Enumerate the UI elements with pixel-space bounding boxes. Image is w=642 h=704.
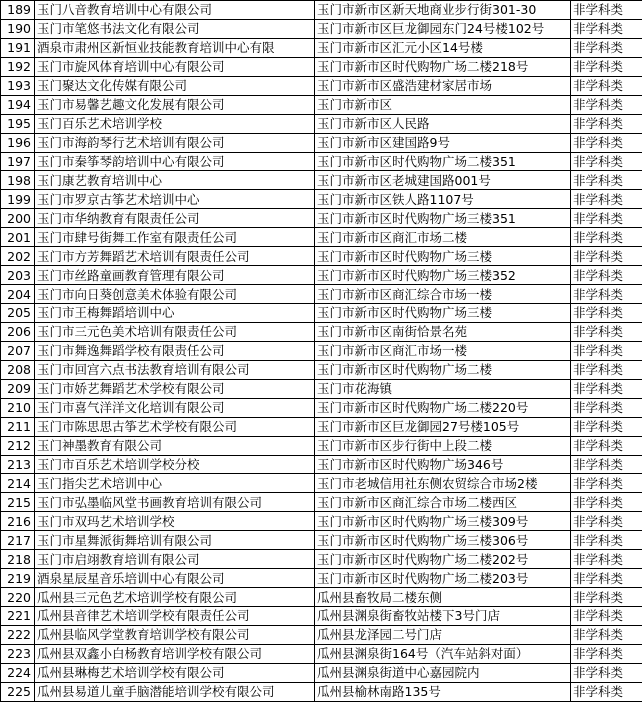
category-cell: 非学科类 xyxy=(571,190,642,209)
row-number-cell: 215 xyxy=(1,493,35,512)
table-row xyxy=(1,133,642,152)
address-cell: 玉门市新市区南街恰景名苑 xyxy=(315,322,571,341)
category-cell: 非学科类 xyxy=(571,76,642,95)
row-number-cell: 211 xyxy=(1,417,35,436)
row-number-cell: 195 xyxy=(1,114,35,133)
table-row xyxy=(1,228,642,247)
table-row xyxy=(1,607,642,626)
address-cell: 玉门市新市区盛浩建材家居市场 xyxy=(315,76,571,95)
row-number-cell: 201 xyxy=(1,228,35,247)
address-cell: 玉门市新市区时代购物广场三楼352 xyxy=(315,266,571,285)
row-number-cell: 202 xyxy=(1,247,35,266)
category-cell: 非学科类 xyxy=(571,38,642,57)
row-number-cell: 223 xyxy=(1,644,35,663)
row-number-cell: 194 xyxy=(1,95,35,114)
table-row xyxy=(1,266,642,285)
table-row xyxy=(1,569,642,588)
address-cell: 瓜州县渊泉街164号（汽车站斜对面） xyxy=(315,644,571,663)
table-row xyxy=(1,682,642,701)
institution-name-cell: 玉门市肆号街舞工作室有限责任公司 xyxy=(35,228,315,247)
institution-name-cell: 玉门百乐艺术培训学校 xyxy=(35,114,315,133)
institution-name-cell: 玉门市向日葵创意美术体验有限公司 xyxy=(35,285,315,304)
category-cell: 非学科类 xyxy=(571,360,642,379)
address-cell: 玉门市新市区铁人路1107号 xyxy=(315,190,571,209)
row-number-cell: 197 xyxy=(1,152,35,171)
institution-name-cell: 玉门市华纳教育有限责任公司 xyxy=(35,209,315,228)
row-number-cell: 217 xyxy=(1,531,35,550)
row-number-cell: 193 xyxy=(1,76,35,95)
institution-name-cell: 玉门市双玛艺术培训学校 xyxy=(35,512,315,531)
institution-name-cell: 玉门市方芳舞蹈艺术培训有限责任公司 xyxy=(35,247,315,266)
address-cell: 玉门市新市区汇元小区14号楼 xyxy=(315,38,571,57)
row-number-cell: 203 xyxy=(1,266,35,285)
table-row xyxy=(1,341,642,360)
address-cell: 玉门市老城信用社东侧农贸综合市场2楼 xyxy=(315,474,571,493)
address-cell: 玉门市新市区时代购物广场三楼306号 xyxy=(315,531,571,550)
institution-name-cell: 玉门神墨教育有限公司 xyxy=(35,436,315,455)
address-cell: 玉门市新市区 xyxy=(315,95,571,114)
address-cell: 玉门市新市区时代购物广场346号 xyxy=(315,455,571,474)
table-row xyxy=(1,38,642,57)
address-cell: 玉门市新市区新天地商业步行街301-30 xyxy=(315,1,571,20)
address-cell: 瓜州县龙泽园二号门店 xyxy=(315,625,571,644)
row-number-cell: 224 xyxy=(1,663,35,682)
address-cell: 玉门市新市区时代购物广场二楼220号 xyxy=(315,398,571,417)
address-cell: 瓜州县榆林南路135号 xyxy=(315,682,571,701)
category-cell: 非学科类 xyxy=(571,114,642,133)
institution-name-cell: 玉门市喜气洋洋文化培训有限公司 xyxy=(35,398,315,417)
row-number-cell: 222 xyxy=(1,625,35,644)
address-cell: 瓜州县渊泉街畜牧站楼下3号门店 xyxy=(315,607,571,626)
category-cell: 非学科类 xyxy=(571,682,642,701)
address-cell: 玉门市新市区步行街中上段二楼 xyxy=(315,436,571,455)
address-cell: 玉门市新市区人民路 xyxy=(315,114,571,133)
institution-name-cell: 玉门市易馨艺趣文化发展有限公司 xyxy=(35,95,315,114)
category-cell: 非学科类 xyxy=(571,247,642,266)
row-number-cell: 189 xyxy=(1,1,35,20)
institution-name-cell: 玉门市秦筝琴韵培训中心有限公司 xyxy=(35,152,315,171)
table-row xyxy=(1,322,642,341)
institution-name-cell: 玉门市三元色美术培训有限责任公司 xyxy=(35,322,315,341)
institution-name-cell: 酒泉市肃州区新恒业技能教育培训中心有限 xyxy=(35,38,315,57)
row-number-cell: 190 xyxy=(1,19,35,38)
category-cell: 非学科类 xyxy=(571,95,642,114)
table-row xyxy=(1,247,642,266)
institution-name-cell: 玉门市星舞派街舞培训有限公司 xyxy=(35,531,315,550)
row-number-cell: 196 xyxy=(1,133,35,152)
institution-name-cell: 酒泉星辰星音乐培训中心有限公司 xyxy=(35,569,315,588)
institution-name-cell: 玉门指尖艺术培训中心 xyxy=(35,474,315,493)
institution-name-cell: 瓜州县易道儿童手脑潜能培训学校有限公司 xyxy=(35,682,315,701)
table-row xyxy=(1,57,642,76)
institution-name-cell: 瓜州县琳梅艺术培训学校有限公司 xyxy=(35,663,315,682)
category-cell: 非学科类 xyxy=(571,304,642,323)
institution-name-cell: 玉门八音教育培训中心有限公司 xyxy=(35,1,315,20)
address-cell: 玉门市新市区时代购物广场二楼202号 xyxy=(315,550,571,569)
institution-name-cell: 玉门市启翊教育培训有限公司 xyxy=(35,550,315,569)
address-cell: 玉门市新市区时代购物广场三楼309号 xyxy=(315,512,571,531)
table-row xyxy=(1,474,642,493)
row-number-cell: 204 xyxy=(1,285,35,304)
table-row xyxy=(1,171,642,190)
address-cell: 玉门市花海镇 xyxy=(315,379,571,398)
row-number-cell: 220 xyxy=(1,588,35,607)
table-row xyxy=(1,436,642,455)
row-number-cell: 214 xyxy=(1,474,35,493)
table-row xyxy=(1,19,642,38)
table-row xyxy=(1,114,642,133)
institution-name-cell: 瓜州县三元色艺术培训学校有限公司 xyxy=(35,588,315,607)
category-cell: 非学科类 xyxy=(571,436,642,455)
table-row xyxy=(1,152,642,171)
table-row xyxy=(1,379,642,398)
row-number-cell: 198 xyxy=(1,171,35,190)
table-row xyxy=(1,304,642,323)
institution-name-cell: 玉门市海韵琴行艺术培训有限公司 xyxy=(35,133,315,152)
institution-name-cell: 瓜州县双鑫小白杨教育培训学校有限公司 xyxy=(35,644,315,663)
table-row xyxy=(1,550,642,569)
row-number-cell: 219 xyxy=(1,569,35,588)
institution-name-cell: 玉门市笔悠书法文化有限公司 xyxy=(35,19,315,38)
row-number-cell: 207 xyxy=(1,341,35,360)
address-cell: 玉门市新市区时代购物广场二楼218号 xyxy=(315,57,571,76)
row-number-cell: 205 xyxy=(1,304,35,323)
category-cell: 非学科类 xyxy=(571,644,642,663)
row-number-cell: 199 xyxy=(1,190,35,209)
category-cell: 非学科类 xyxy=(571,228,642,247)
address-cell: 玉门市新市区时代购物广场三楼 xyxy=(315,247,571,266)
institution-name-cell: 玉门市王梅舞蹈培训中心 xyxy=(35,304,315,323)
table-row xyxy=(1,76,642,95)
row-number-cell: 213 xyxy=(1,455,35,474)
institution-name-cell: 瓜州县音律艺术培训学校有限责任公司 xyxy=(35,607,315,626)
institution-name-cell: 玉门市百乐艺术培训学校分校 xyxy=(35,455,315,474)
table-row xyxy=(1,644,642,663)
category-cell: 非学科类 xyxy=(571,493,642,512)
institution-name-cell: 瓜州县临风学堂教育培训学校有限公司 xyxy=(35,625,315,644)
category-cell: 非学科类 xyxy=(571,152,642,171)
category-cell: 非学科类 xyxy=(571,322,642,341)
address-cell: 玉门市新市区时代购物广场三楼 xyxy=(315,304,571,323)
category-cell: 非学科类 xyxy=(571,512,642,531)
category-cell: 非学科类 xyxy=(571,398,642,417)
table-row xyxy=(1,512,642,531)
category-cell: 非学科类 xyxy=(571,209,642,228)
institution-name-cell: 玉门市陈思思古筝艺术学校有限公司 xyxy=(35,417,315,436)
institution-name-cell: 玉门市娇艺舞蹈艺术学校有限公司 xyxy=(35,379,315,398)
category-cell: 非学科类 xyxy=(571,57,642,76)
address-cell: 玉门市新市区时代购物广场二楼203号 xyxy=(315,569,571,588)
row-number-cell: 192 xyxy=(1,57,35,76)
category-cell: 非学科类 xyxy=(571,417,642,436)
institution-name-cell: 玉门康艺教育培训中心 xyxy=(35,171,315,190)
institution-name-cell: 玉门市舞逸舞蹈学校有限责任公司 xyxy=(35,341,315,360)
category-cell: 非学科类 xyxy=(571,171,642,190)
category-cell: 非学科类 xyxy=(571,379,642,398)
table-row xyxy=(1,190,642,209)
address-cell: 玉门市新市区巨龙御园27号楼105号 xyxy=(315,417,571,436)
category-cell: 非学科类 xyxy=(571,569,642,588)
table-row xyxy=(1,398,642,417)
category-cell: 非学科类 xyxy=(571,474,642,493)
table-row xyxy=(1,417,642,436)
row-number-cell: 216 xyxy=(1,512,35,531)
table-row xyxy=(1,285,642,304)
institution-name-cell: 玉门聚达文化传媒有限公司 xyxy=(35,76,315,95)
row-number-cell: 221 xyxy=(1,607,35,626)
row-number-cell: 210 xyxy=(1,398,35,417)
address-cell: 玉门市新市区老城建国路001号 xyxy=(315,171,571,190)
category-cell: 非学科类 xyxy=(571,341,642,360)
institution-name-cell: 玉门市旋风体育培训中心有限公司 xyxy=(35,57,315,76)
address-cell: 瓜州县畜牧局二楼东侧 xyxy=(315,588,571,607)
category-cell: 非学科类 xyxy=(571,266,642,285)
table-row xyxy=(1,1,642,20)
row-number-cell: 208 xyxy=(1,360,35,379)
category-cell: 非学科类 xyxy=(571,455,642,474)
category-cell: 非学科类 xyxy=(571,531,642,550)
category-cell: 非学科类 xyxy=(571,663,642,682)
address-cell: 玉门市新市区商汇市场二楼 xyxy=(315,228,571,247)
category-cell: 非学科类 xyxy=(571,625,642,644)
table-row xyxy=(1,455,642,474)
address-cell: 玉门市新市区时代购物广场三楼351 xyxy=(315,209,571,228)
address-cell: 玉门市新市区建国路9号 xyxy=(315,133,571,152)
address-cell: 玉门市新市区商汇综合市场二楼西区 xyxy=(315,493,571,512)
table-row xyxy=(1,95,642,114)
address-cell: 玉门市新市区巨龙御园东门24号楼102号 xyxy=(315,19,571,38)
category-cell: 非学科类 xyxy=(571,588,642,607)
table-row xyxy=(1,493,642,512)
category-cell: 非学科类 xyxy=(571,285,642,304)
table-row xyxy=(1,625,642,644)
row-number-cell: 200 xyxy=(1,209,35,228)
table-row xyxy=(1,360,642,379)
category-cell: 非学科类 xyxy=(571,19,642,38)
category-cell: 非学科类 xyxy=(571,1,642,20)
row-number-cell: 191 xyxy=(1,38,35,57)
category-cell: 非学科类 xyxy=(571,550,642,569)
category-cell: 非学科类 xyxy=(571,607,642,626)
address-cell: 瓜州县渊泉街道中心嘉园院内 xyxy=(315,663,571,682)
address-cell: 玉门市新市区商汇市场一楼 xyxy=(315,341,571,360)
institution-name-cell: 玉门市罗京古筝艺术培训中心 xyxy=(35,190,315,209)
address-cell: 玉门市新市区时代购物广场二楼 xyxy=(315,360,571,379)
row-number-cell: 225 xyxy=(1,682,35,701)
address-cell: 玉门市新市区时代购物广场二楼351 xyxy=(315,152,571,171)
institution-name-cell: 玉门市弘墨临风堂书画教育培训有限公司 xyxy=(35,493,315,512)
row-number-cell: 212 xyxy=(1,436,35,455)
institution-name-cell: 玉门市回宫六点书法教育培训有限公司 xyxy=(35,360,315,379)
institution-name-cell: 玉门市丝路童画教育管理有限公司 xyxy=(35,266,315,285)
row-number-cell: 206 xyxy=(1,322,35,341)
category-cell: 非学科类 xyxy=(571,133,642,152)
table-row xyxy=(1,209,642,228)
row-number-cell: 209 xyxy=(1,379,35,398)
table-row xyxy=(1,531,642,550)
table-row xyxy=(1,663,642,682)
table-body xyxy=(1,1,642,702)
table-row xyxy=(1,588,642,607)
address-cell: 玉门市新市区商汇综合市场一楼 xyxy=(315,285,571,304)
row-number-cell: 218 xyxy=(1,550,35,569)
